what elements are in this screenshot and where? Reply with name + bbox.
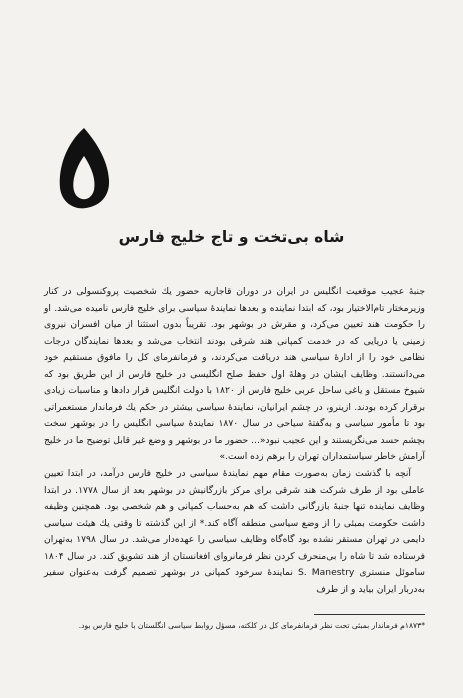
footnote: *۱۸۷۳م فرماندار بمبئی تحت نظر فرمانفرمای كل در كلكته، مسؤل روابط سیاسی انگلستان با خلیج فارس بود. <box>78 621 425 630</box>
paragraph: آنچه با گذشت زمان به‌صورت مقام مهم نمایندهٔ سیاسی در خلیج فارس درآمد، در ابتدا تعیین عاملی بود از طرف شركت هند شرقی برای مركز بازرگانیش در بوشهر بعد از سال ۱۷۷۸. در ابتدا وظایف نماینده تنها جنبهٔ بازرگانی داشت كه هم به‌حساب كمپانی و هم شخصی بود. همچنین وظیفه داشت حكومت بمبئی را از وضع سیاسی منطقه آگاه كند.* از این گذشته تا وقتی یك هیئت سیاسی دایمی در تهران مستقر نشده بود گاه‌گاه وظایف سیاسی را عهده‌دار می‌شد. در سال ۱۷۹۸ به‌تهران فرستاده شد تا شاه را بی‌منحرف كردن نظر فرمانروای افغانستان از هند تشویق كند. در سال ۱۸۰۴ ساموئل منستری S. Manestry نمایندهٔ سرخود كمپانی در بوشهر تصمیم گرفت به‌عنوان سفیر به‌دربار ایران بیاید و از طرف <box>44 468 425 595</box>
chapter-number <box>54 122 114 212</box>
body-text <box>44 284 425 598</box>
chapter-number-glyph <box>54 122 114 212</box>
chapter-title: شاه بی‌تخت و تاج خلیج فارس <box>118 228 345 246</box>
footnote-divider <box>314 614 425 615</box>
paragraph: جنبهٔ عجیب موقعیت انگلیس در ایران در دوران قاجاریه حضور یك شخصیت پروكنسولی در كنار وزیرمختار تام‌الاختیار بود، كه ابتدا نماینده و بعدها نمایندهٔ سیاسی برای خلیج فارس نامیده می‌شد. او را حكومت هند تعیین می‌كرد، و مقرش در بوشهر بود. تقریباً بدون استثنا از میان افسران نیروی زمینی یا دریایی كه در خدمت كمپانی هند شرقی بودند انتخاب می‌شد و بعدها نمایندگان درجات نظامی خود را از ادارهٔ سیاسی هند دریافت می‌كردند، و فرمانفرمای كل را مافوق مستقیم خود می‌دانستند. وظایف ایشان در وهلهٔ اول حفظ صلح انگلیسی در خلیج فارس از این طریق بود كه شیوخ مستقل و یاغی ساحل عربی خلیج فارس از ۱۸۲۰ با دولت انگلیس قرار دادها و مناسبات زیادی برقرار كرده بودند. ازینرو، در چشم ایرانیان، نمایندهٔ سیاسی بیشتر در حكم یك فرماندار مستعمراتی بود تا مأمور سیاسی و به‌گفتهٔ سیاحی در سال ۱۸۷۰ نمایندهٔ سیاسی انگلیس را در بوشهر سخت بچشم حسد می‌نگریستند و این عجیب نبود«... حضور ما در بوشهر و وضع غیر قابل توضیح ما در خلیج آرامش خاطر سیاستمداران تهران را برهم زده است.» <box>44 286 425 463</box>
